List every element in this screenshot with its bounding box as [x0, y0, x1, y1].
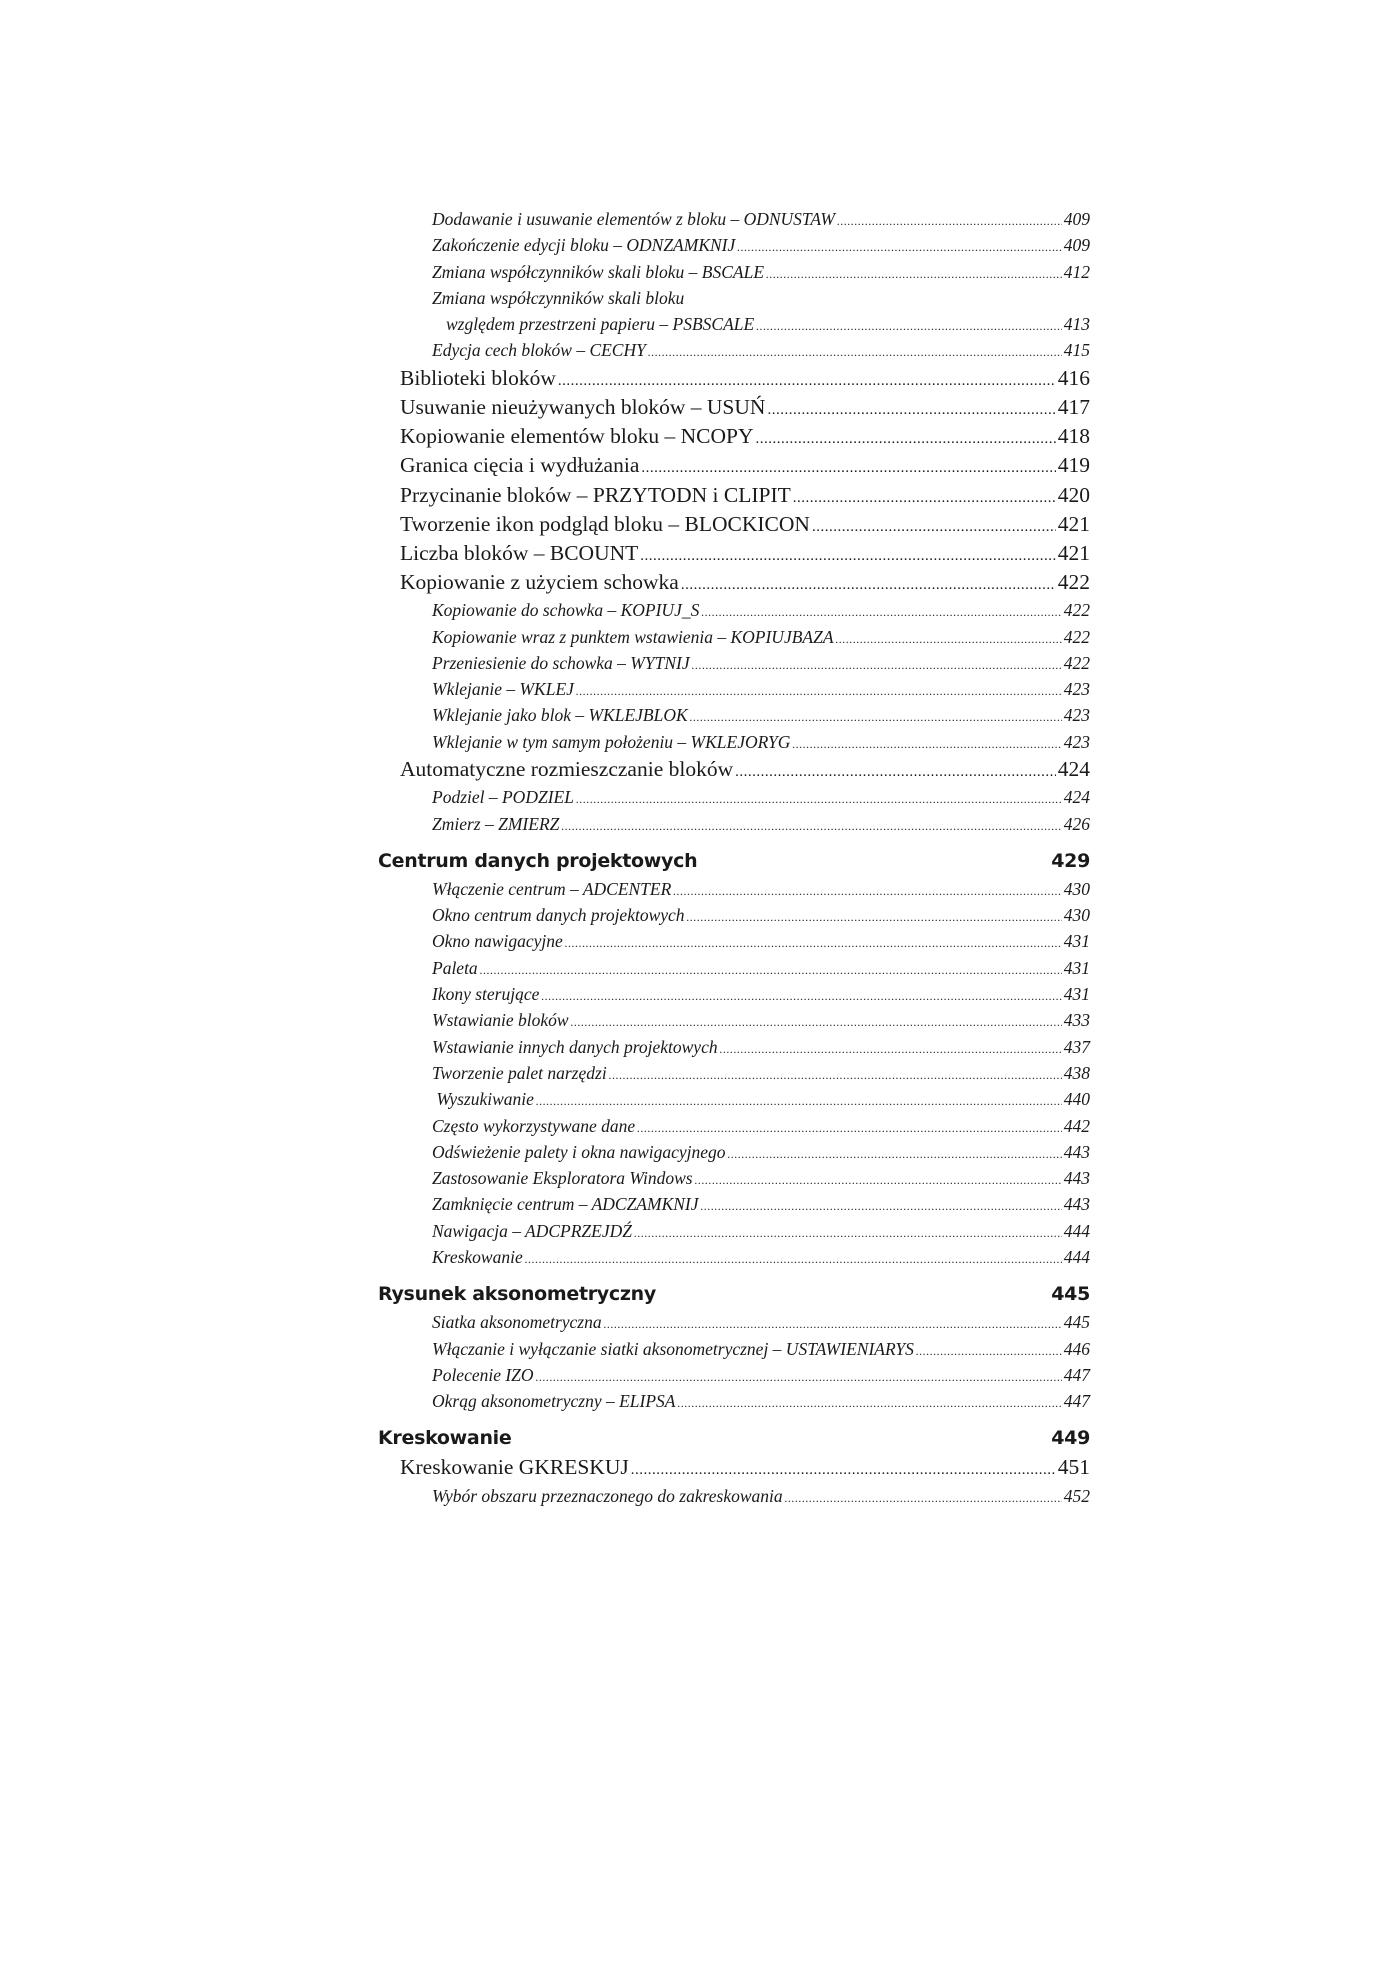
entry-title: Kopiowanie elementów bloku – NCOPY [400, 424, 754, 449]
dot-leader [681, 568, 1056, 600]
toc-section-entry [378, 568, 1090, 597]
dot-leader [735, 755, 1056, 787]
dot-leader [695, 1165, 1062, 1193]
entry-title: Nawigacja – ADCPRZEJDŹ [432, 1220, 632, 1241]
chapter-page-number: 429 [1051, 849, 1090, 872]
toc-subsection-entry [378, 676, 1090, 702]
entry-title: Kopiowanie wraz z punktem wstawienia – KOPIUJBAZA [432, 626, 834, 647]
entry-title: Kreskowanie [432, 1247, 523, 1267]
entry-page-number: 440 [1063, 1089, 1090, 1110]
toc-subsection-entry [378, 337, 1090, 363]
entry-page-number: 420 [1057, 482, 1090, 507]
entry-page-number: 444 [1063, 1220, 1090, 1241]
toc-subsection-entry [378, 1086, 1090, 1112]
entry-page-number: 430 [1063, 878, 1090, 899]
entry-page-number: 447 [1063, 1391, 1090, 1412]
entry-page-number: 422 [1063, 652, 1090, 673]
toc-subsection-entry [378, 1191, 1090, 1217]
dot-leader [836, 624, 1062, 652]
entry-title: Zmiana współczynników skali bloku – BSCALE [432, 261, 765, 282]
entry-page-number: 419 [1057, 453, 1090, 478]
entry-page-number: 443 [1063, 1168, 1090, 1189]
entry-page-number: 437 [1063, 1036, 1090, 1057]
dot-leader [678, 1388, 1062, 1416]
entry-title: Odświeżenie palety i okna nawigacyjnego [432, 1141, 726, 1162]
toc-chapter-heading [378, 846, 1090, 876]
dot-leader [631, 1453, 1056, 1485]
dot-leader [767, 393, 1055, 425]
entry-title: Tworzenie palet narzędzi [432, 1062, 607, 1083]
entry-page-number: 443 [1063, 1141, 1090, 1162]
toc-entry-continued [378, 285, 1090, 311]
entry-title: Tworzenie ikon podgląd bloku – BLOCKICON [400, 511, 810, 536]
entry-page-number: 444 [1063, 1247, 1090, 1267]
entry-title: Okrąg aksonometryczny – ELIPSA [432, 1391, 676, 1412]
entry-title: Granica cięcia i wydłużania [400, 453, 640, 478]
entry-title: Wyszukiwanie [432, 1089, 534, 1110]
toc-section-entry [378, 393, 1090, 422]
entry-page-number: 421 [1057, 540, 1090, 565]
toc-section-entry [378, 422, 1090, 451]
entry-page-number: 431 [1063, 984, 1090, 1005]
toc-section-entry [378, 364, 1090, 393]
dot-leader [558, 364, 1056, 396]
entry-title: Przeniesienie do schowka – WYTNIJ [432, 652, 690, 673]
toc-subsection-entry [378, 1165, 1090, 1191]
dot-leader [536, 1086, 1062, 1114]
entry-page-number: 422 [1063, 626, 1090, 647]
entry-title: Biblioteki bloków [400, 365, 556, 390]
entry-title: Ikony sterujące [432, 984, 540, 1005]
toc-section-entry [378, 451, 1090, 480]
toc-subsection-entry [378, 1139, 1090, 1165]
chapter-title: Centrum danych projektowych [378, 849, 698, 872]
entry-page-number: 451 [1057, 1455, 1090, 1480]
entry-page-number: 412 [1063, 261, 1090, 282]
entry-title: Zakończenie edycji bloku – ODNZAMKNIJ [432, 235, 736, 256]
entry-title: Edycja cech bloków – CECHY [432, 340, 646, 361]
entry-page-number: 409 [1063, 209, 1090, 229]
dot-leader [541, 981, 1061, 1009]
entry-title: Paleta [432, 957, 478, 978]
toc-subsection-entry [378, 311, 1090, 337]
entry-title: Kopiowanie do schowka – KOPIUJ_S [432, 600, 700, 621]
entry-page-number: 445 [1063, 1312, 1090, 1333]
entry-page-number: 424 [1057, 757, 1090, 782]
toc-subsection-entry [378, 1113, 1090, 1139]
entry-title: Dodawanie i usuwanie elementów z bloku – ODNUSTAW [432, 209, 835, 229]
entry-title: Zastosowanie Eksploratora Windows [432, 1168, 693, 1189]
entry-page-number: 443 [1063, 1194, 1090, 1215]
entry-title: Okno nawigacyjne [432, 931, 563, 952]
entry-title: Zamknięcie centrum – ADCZAMKNIJ [432, 1194, 699, 1215]
entry-title: Włączanie i wyłączanie siatki aksonometrycznej – USTAWIENIARYS [432, 1338, 914, 1359]
dot-leader [609, 1060, 1062, 1088]
dot-leader [756, 422, 1056, 454]
entry-title: Przycinanie bloków – PRZYTODN i CLIPIT [400, 482, 791, 507]
entry-page-number: 421 [1057, 511, 1090, 536]
toc-chapter-heading [378, 1279, 1090, 1309]
entry-title: względem przestrzeni papieru – PSBSCALE [446, 314, 755, 335]
toc-subsection-entry [378, 702, 1090, 728]
entry-page-number: 423 [1063, 679, 1090, 700]
dot-leader [793, 481, 1056, 513]
toc-subsection-entry [378, 1034, 1090, 1060]
toc-subsection-entry [378, 232, 1090, 258]
dot-leader [687, 902, 1062, 930]
entry-page-number: 430 [1063, 905, 1090, 926]
entry-page-number: 423 [1063, 705, 1090, 726]
entry-title: Podziel – PODZIEL [432, 787, 574, 808]
entry-page-number: 415 [1063, 340, 1090, 361]
entry-page-number: 423 [1063, 731, 1090, 752]
toc-subsection-entry [378, 981, 1090, 1007]
dot-leader [916, 1336, 1062, 1364]
dot-leader [701, 597, 1061, 625]
toc-subsection-entry [378, 259, 1090, 285]
toc-subsection-entry [378, 1218, 1090, 1244]
toc-subsection-entry [378, 1060, 1090, 1086]
toc-subsection-entry [378, 955, 1090, 981]
toc-subsection-entry [378, 784, 1090, 810]
dot-leader [637, 1113, 1062, 1141]
toc-section-entry [378, 1453, 1090, 1482]
entry-page-number: 438 [1063, 1062, 1090, 1083]
entry-page-number: 442 [1063, 1115, 1090, 1136]
dot-leader [690, 702, 1062, 730]
entry-title: Często wykorzystywane dane [432, 1115, 636, 1136]
dot-leader [576, 676, 1062, 704]
dot-leader [728, 1139, 1062, 1167]
entry-title: Liczba bloków – BCOUNT [400, 540, 639, 565]
toc-subsection-entry [378, 729, 1090, 755]
entry-title: Wstawianie bloków [432, 1010, 569, 1031]
entry-title: Polecenie IZO [432, 1364, 534, 1385]
chapter-title: Rysunek aksonometryczny [378, 1283, 656, 1306]
entry-title: Siatka aksonometryczna [432, 1312, 602, 1333]
dot-leader [648, 337, 1062, 365]
entry-page-number: 433 [1063, 1010, 1090, 1031]
chapter-page-number: 449 [1051, 1427, 1090, 1450]
entry-page-number: 447 [1063, 1364, 1090, 1385]
dot-leader [812, 510, 1056, 542]
dot-leader [604, 1309, 1062, 1337]
dot-leader [536, 1362, 1062, 1390]
dot-leader [720, 1034, 1062, 1062]
entry-title: Usuwanie nieużywanych bloków – USUŃ [400, 394, 766, 419]
toc-chapter-heading [378, 1423, 1090, 1453]
dot-leader [785, 1483, 1062, 1511]
entry-page-number: 413 [1063, 314, 1090, 335]
dot-leader [766, 259, 1062, 287]
dot-leader [792, 729, 1061, 757]
entry-title: Wklejanie – WKLEJ [432, 679, 574, 700]
dot-leader [837, 206, 1062, 234]
entry-title: Włączenie centrum – ADCENTER [432, 878, 672, 899]
toc-subsection-entry [378, 1483, 1090, 1509]
toc-subsection-entry [378, 902, 1090, 928]
toc-subsection-entry [378, 876, 1090, 902]
dot-leader [576, 784, 1062, 812]
toc-subsection-entry [378, 1388, 1090, 1414]
dot-leader [640, 539, 1055, 571]
toc-subsection-entry [378, 1244, 1090, 1270]
dot-leader [634, 1218, 1062, 1246]
entry-page-number: 424 [1063, 787, 1090, 808]
toc-subsection-entry [378, 650, 1090, 676]
entry-page-number: 422 [1057, 570, 1090, 595]
entry-page-number: 431 [1063, 931, 1090, 952]
dot-leader [571, 1007, 1062, 1035]
entry-title: Wstawianie innych danych projektowych [432, 1036, 718, 1057]
entry-page-number: 452 [1063, 1485, 1090, 1506]
dot-leader [692, 650, 1062, 678]
entry-page-number: 446 [1063, 1338, 1090, 1359]
toc-subsection-entry [378, 1007, 1090, 1033]
entry-title: Wklejanie w tym samym położeniu – WKLEJORYG [432, 731, 791, 752]
entry-page-number: 418 [1057, 424, 1090, 449]
chapter-page-number: 445 [1051, 1283, 1090, 1306]
dot-leader [701, 1191, 1062, 1219]
entry-title: Automatyczne rozmieszczanie bloków [400, 757, 734, 782]
toc-section-entry [378, 539, 1090, 568]
dot-leader [737, 232, 1061, 260]
entry-title: Kopiowanie z użyciem schowka [400, 570, 679, 595]
toc-section-entry [378, 481, 1090, 510]
toc-subsection-entry [378, 206, 1090, 232]
table-of-contents [378, 206, 1090, 1509]
dot-leader [641, 451, 1055, 483]
entry-page-number: 431 [1063, 957, 1090, 978]
toc-section-entry [378, 510, 1090, 539]
toc-subsection-entry [378, 811, 1090, 837]
entry-page-number: 409 [1063, 235, 1090, 256]
entry-title: Okno centrum danych projektowych [432, 905, 685, 926]
entry-page-number: 422 [1063, 600, 1090, 621]
toc-subsection-entry [378, 597, 1090, 623]
toc-section-entry [378, 755, 1090, 784]
toc-subsection-entry [378, 1336, 1090, 1362]
entry-page-number: 417 [1057, 394, 1090, 419]
dot-leader [480, 955, 1062, 983]
dot-leader [525, 1244, 1062, 1272]
toc-subsection-entry [378, 1362, 1090, 1388]
chapter-title: Kreskowanie [378, 1427, 512, 1450]
dot-leader [673, 876, 1061, 904]
entry-title: Zmiana współczynników skali bloku [432, 287, 685, 308]
entry-title: Wklejanie jako blok – WKLEJBLOK [432, 705, 688, 726]
entry-title: Wybór obszaru przeznaczonego do zakreskowania [432, 1485, 783, 1506]
entry-page-number: 416 [1057, 365, 1090, 390]
entry-title: Zmierz – ZMIERZ [432, 813, 560, 834]
toc-subsection-entry [378, 928, 1090, 954]
dot-leader [565, 928, 1062, 956]
entry-title: Kreskowanie GKRESKUJ [400, 1455, 629, 1480]
toc-subsection-entry [378, 1309, 1090, 1335]
toc-subsection-entry [378, 624, 1090, 650]
entry-page-number: 426 [1063, 813, 1090, 834]
dot-leader [561, 811, 1061, 839]
dot-leader [756, 311, 1062, 339]
